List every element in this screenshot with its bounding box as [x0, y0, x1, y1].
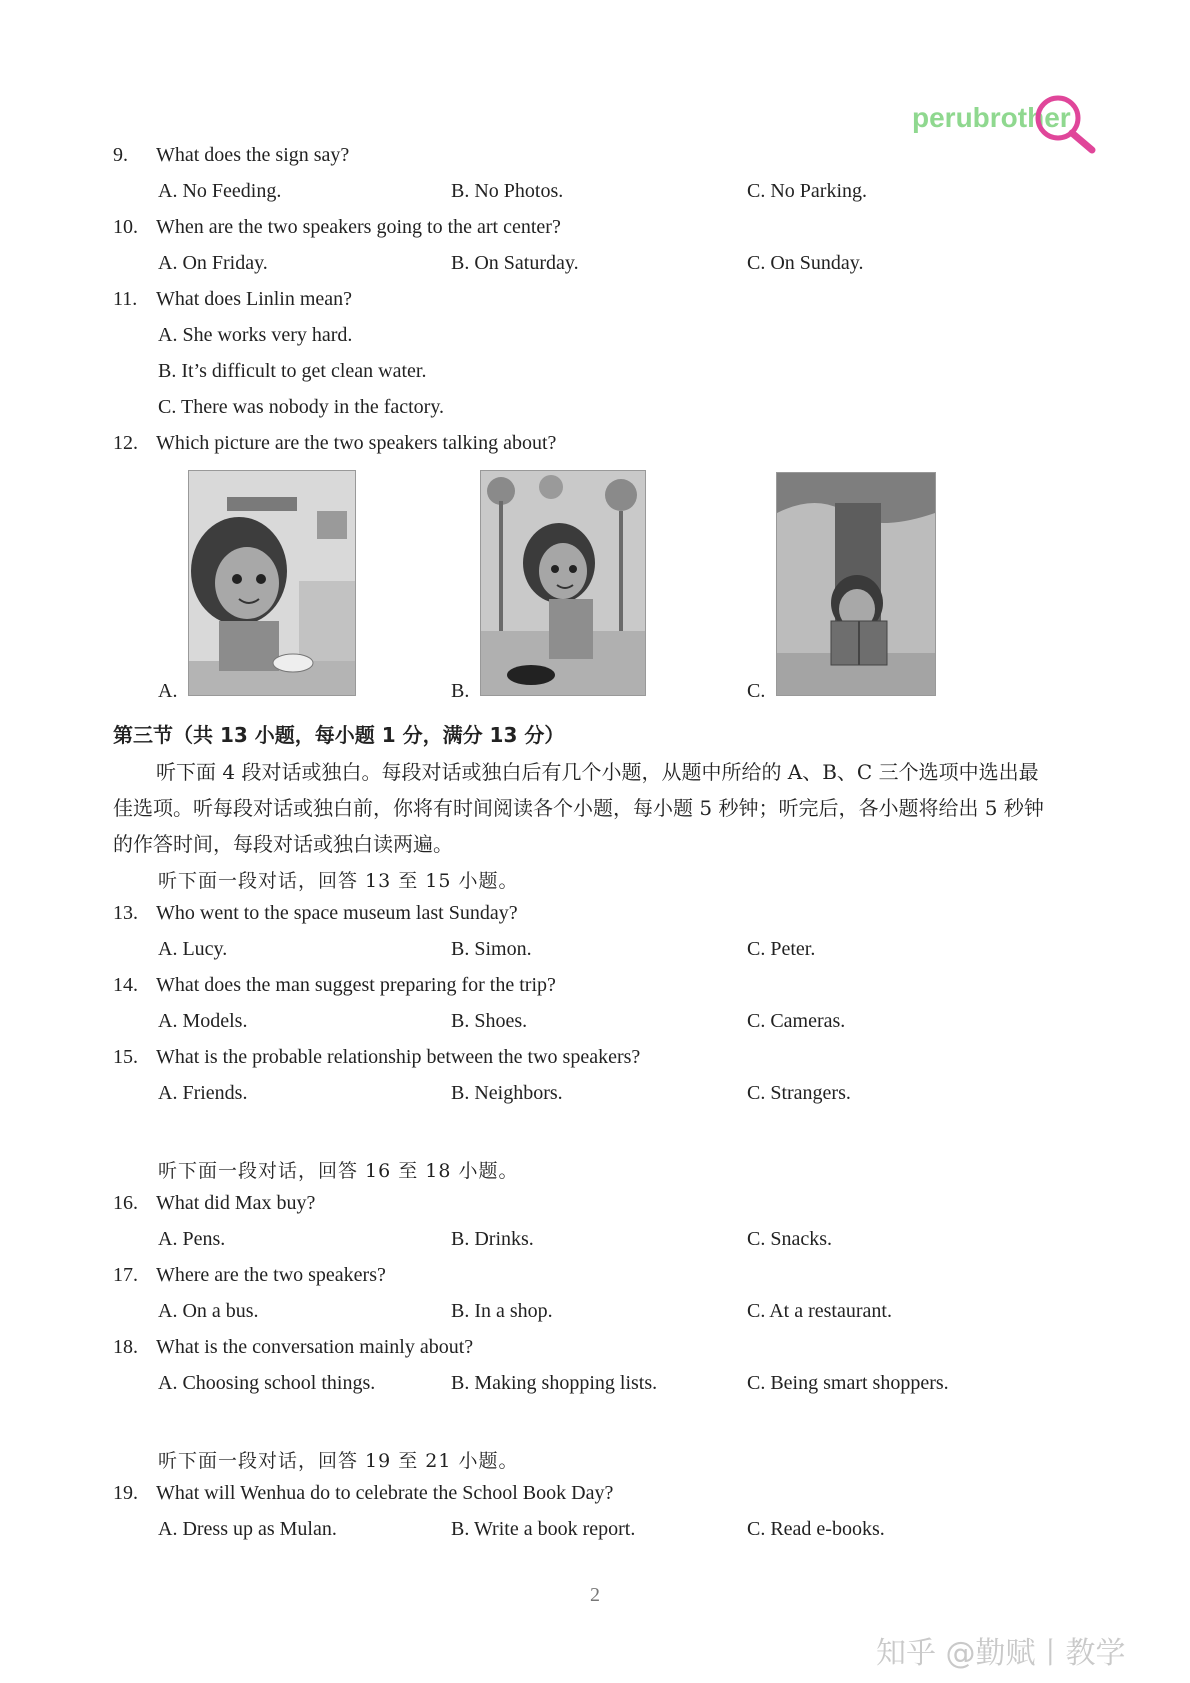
question-10-text: When are the two speakers going to the art center? [156, 216, 561, 238]
q14-option-b: B. Shoes. [451, 1010, 528, 1032]
question-13-text: Who went to the space museum last Sunday? [156, 902, 518, 924]
section-3-instructions-line-2: 佳选项。听每段对话或独白前，你将有时间阅读各个小题，每小题 5 秒钟；听完后，各小题将给出 5 秒钟 [113, 796, 1044, 820]
question-15-text: What is the probable relationship between the two speakers? [156, 1046, 641, 1068]
q11-option-c: C. There was nobody in the factory. [158, 396, 445, 418]
dialogue-intro-19-21: 听下面一段对话，回答 19 至 21 小题。 [158, 1450, 519, 1472]
q16-option-b: B. Drinks. [451, 1228, 534, 1250]
dialogue-intro-16-18: 听下面一段对话，回答 16 至 18 小题。 [158, 1160, 519, 1182]
dialogue-intro-13-15: 听下面一段对话，回答 13 至 15 小题。 [158, 870, 519, 892]
q9-option-b: B. No Photos. [451, 180, 564, 202]
q9-option-c: C. No Parking. [747, 180, 867, 202]
question-16-text: What did Max buy? [156, 1192, 316, 1214]
question-17-text: Where are the two speakers? [156, 1264, 386, 1286]
section-3-instructions-line-1: 听下面 4 段对话或独白。每段对话或独白后有几个小题，从题中所给的 A、B、C 三个选项中选出最 [156, 760, 1039, 784]
q12-option-b: B. [451, 680, 470, 702]
q18-option-c: C. Being smart shoppers. [747, 1372, 949, 1394]
q19-option-a: A. Dress up as Mulan. [158, 1518, 337, 1540]
q13-option-c: C. Peter. [747, 938, 816, 960]
question-number-12: 12. [113, 432, 138, 454]
q9-option-a: A. No Feeding. [158, 180, 282, 202]
q19-option-b: B. Write a book report. [451, 1518, 636, 1540]
question-number-15: 15. [113, 1046, 138, 1068]
q14-option-c: C. Cameras. [747, 1010, 846, 1032]
picture-c-girl-reading-tree [776, 472, 936, 696]
question-number-16: 16. [113, 1192, 138, 1214]
brand-logo-text: perubrother [912, 102, 1071, 133]
picture-a-girl-kitchen [188, 470, 356, 696]
question-11-text: What does Linlin mean? [156, 288, 353, 310]
question-number-9: 9. [113, 144, 128, 166]
question-19-text: What will Wenhua do to celebrate the School Book Day? [156, 1482, 614, 1504]
q10-option-a: A. On Friday. [158, 252, 268, 274]
q16-option-c: C. Snacks. [747, 1228, 832, 1250]
q15-option-b: B. Neighbors. [451, 1082, 563, 1104]
q16-option-a: A. Pens. [158, 1228, 226, 1250]
q19-option-c: C. Read e-books. [747, 1518, 885, 1540]
question-number-18: 18. [113, 1336, 138, 1358]
picture-b-girl-planting [480, 470, 646, 696]
q13-option-a: A. Lucy. [158, 938, 228, 960]
question-number-11: 11. [113, 288, 138, 310]
q18-option-b: B. Making shopping lists. [451, 1372, 658, 1394]
section-3-header: 第三节（共 13 小题，每小题 1 分，满分 13 分） [113, 723, 565, 747]
q12-option-a: A. [158, 680, 178, 702]
question-12-text: Which picture are the two speakers talking about? [156, 432, 557, 454]
q13-option-b: B. Simon. [451, 938, 532, 960]
q11-option-a: A. She works very hard. [158, 324, 353, 346]
q17-option-b: B. In a shop. [451, 1300, 553, 1322]
zhihu-watermark: 知乎 @勤赋丨教学 [876, 1636, 1126, 1671]
page-number: 2 [590, 1584, 600, 1606]
q15-option-a: A. Friends. [158, 1082, 248, 1104]
question-number-13: 13. [113, 902, 138, 924]
q10-option-c: C. On Sunday. [747, 252, 864, 274]
magnifier-logo-icon [1030, 92, 1100, 156]
question-18-text: What is the conversation mainly about? [156, 1336, 474, 1358]
q10-option-b: B. On Saturday. [451, 252, 579, 274]
question-number-14: 14. [113, 974, 138, 996]
q12-option-c: C. [747, 680, 766, 702]
q17-option-c: C. At a restaurant. [747, 1300, 892, 1322]
question-number-10: 10. [113, 216, 138, 238]
q17-option-a: A. On a bus. [158, 1300, 259, 1322]
q18-option-a: A. Choosing school things. [158, 1372, 376, 1394]
question-14-text: What does the man suggest preparing for the trip? [156, 974, 556, 996]
q14-option-a: A. Models. [158, 1010, 248, 1032]
question-9-text: What does the sign say? [156, 144, 350, 166]
q11-option-b: B. It’s difficult to get clean water. [158, 360, 427, 382]
q15-option-c: C. Strangers. [747, 1082, 851, 1104]
question-number-17: 17. [113, 1264, 138, 1286]
section-3-instructions-line-3: 的作答时间，每段对话或独白读两遍。 [113, 832, 453, 856]
question-number-19: 19. [113, 1482, 138, 1504]
